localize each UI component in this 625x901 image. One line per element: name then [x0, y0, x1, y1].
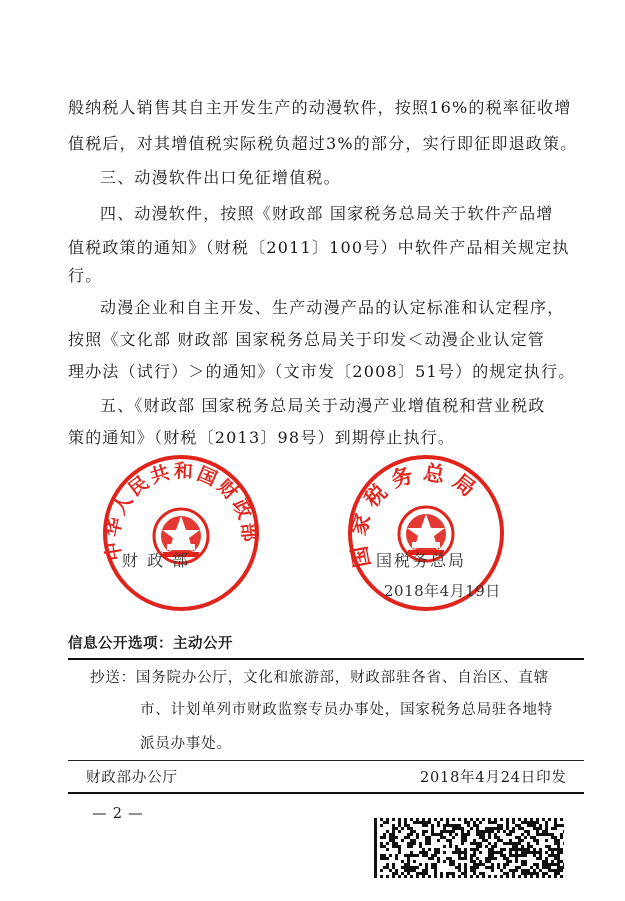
body-line: 理办法（试行）＞的通知》（文市发〔2008〕51号）的规定执行。 — [68, 362, 576, 381]
body-line: 五、《财政部 国家税务总局关于动漫产业增值税和营业税政 — [100, 396, 546, 415]
svg-text:中华人民共和国财政部: 中华人民共和国财政部 — [101, 460, 261, 563]
body-line: 行。 — [68, 266, 103, 285]
body-line: 策的通知》（财税〔2013〕98号）到期停止执行。 — [68, 428, 456, 447]
body-line: 按照《文化部 财政部 国家税务总局关于印发＜动漫企业认定管 — [68, 330, 545, 349]
taxation-signature: 国税务总局 — [376, 551, 467, 570]
cc-line: 派员办事处。 — [140, 736, 232, 752]
divider — [68, 760, 584, 761]
cc-line: 抄送：国务院办公厅，文化和旅游部，财政部驻各省、自治区、直辖 — [90, 670, 549, 686]
print-date: 2018年4月24日印发 — [420, 770, 567, 786]
divider — [68, 658, 584, 660]
body-line: 值税政策的通知》（财税〔2011〕100号）中软件产品相关规定执 — [68, 238, 570, 257]
signing-date: 2018年4月19日 — [384, 582, 501, 600]
cc-line: 市、计划单列市财政监察专员办事处，国家税务总局驻各地特 — [140, 702, 554, 718]
divider — [68, 792, 584, 794]
disclosure-option: 信息公开选项：主动公开 — [68, 636, 233, 652]
issuer: 财政部办公厅 — [86, 770, 178, 786]
page-number: — 2 — — [92, 806, 144, 822]
svg-text:国家税务总局: 国家税务总局 — [345, 460, 487, 570]
body-line: 动漫企业和自主开发、生产动漫产品的认定标准和认定程序， — [100, 298, 565, 317]
ministry-signature: 财 政 部 — [122, 551, 191, 570]
body-line: 般纳税人销售其自主开发生产的动漫软件，按照16%的税率征收增 — [68, 98, 572, 117]
body-line: 三、动漫软件出口免征增值税。 — [100, 168, 341, 187]
body-line: 四、动漫软件，按照《财政部 国家税务总局关于软件产品增 — [100, 204, 554, 223]
ministry-of-finance-seal — [100, 452, 262, 614]
body-line: 值税后，对其增值税实际税负超过3%的部分，实行即征即退政策。 — [68, 134, 578, 153]
barcode-icon — [374, 818, 564, 878]
